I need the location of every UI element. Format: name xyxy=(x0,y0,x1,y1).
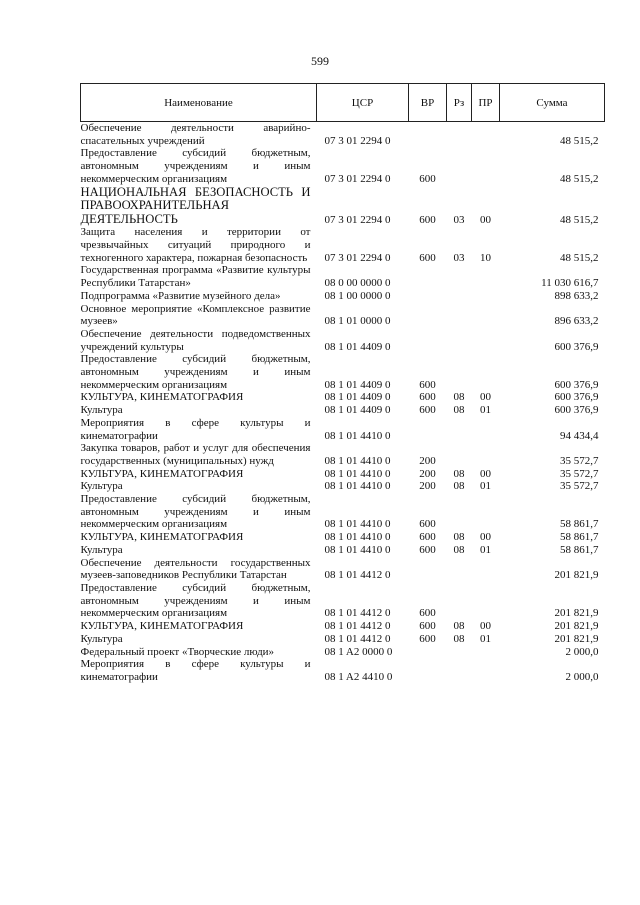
cell-name: КУЛЬТУРА, КИНЕМАТОГРАФИЯ xyxy=(80,531,244,544)
cell-pr: 00 xyxy=(480,620,491,633)
cell-rz: 08 xyxy=(453,543,465,556)
cell-name: Подпрограмма «Развитие музейного дела» xyxy=(80,289,281,302)
cell-vr: 600 xyxy=(419,378,436,391)
cell-csr: 08 1 01 4410 0 xyxy=(324,429,391,442)
table-row xyxy=(81,531,605,544)
cell-sum: 600 376,9 xyxy=(554,391,599,404)
cell-sum: 600 376,9 xyxy=(554,378,599,391)
cell-rz xyxy=(447,417,472,442)
cell-csr: 08 1 01 4410 0 xyxy=(324,518,391,531)
cell-pr xyxy=(472,582,500,620)
cell-sum: 35 572,7 xyxy=(560,480,599,493)
cell-vr xyxy=(409,122,447,148)
header-csr: ЦСР xyxy=(317,84,409,122)
cell-pr xyxy=(472,122,500,148)
table-row xyxy=(81,480,605,493)
table-row xyxy=(81,290,605,303)
cell-pr: 01 xyxy=(480,632,491,645)
cell-pr xyxy=(472,290,500,303)
cell-name: Предоставление субсидий бюджетным, автономным учреждениям и иным некоммерческим организациям xyxy=(80,581,311,620)
cell-name: Культура xyxy=(80,632,123,645)
cell-sum: 2 000,0 xyxy=(565,645,599,658)
cell-name: КУЛЬТУРА, КИНЕМАТОГРАФИЯ xyxy=(80,467,244,480)
cell-vr: 600 xyxy=(419,251,436,264)
cell-pr xyxy=(472,658,500,683)
cell-csr: 08 1 00 0000 0 xyxy=(324,289,391,302)
cell-pr xyxy=(472,353,500,391)
cell-csr: 08 1 A2 4410 0 xyxy=(324,670,393,683)
cell-rz xyxy=(447,582,472,620)
cell-rz xyxy=(447,557,472,582)
cell-pr: 01 xyxy=(480,480,491,493)
cell-name: Защита населения и территории от чрезвычайных ситуаций природного и техногенного характера, пожарная безопасность xyxy=(80,226,311,264)
cell-name: Обеспечение деятельности подведомственных учреждений культуры xyxy=(80,327,311,353)
cell-csr: 08 1 01 4412 0 xyxy=(324,607,391,620)
table-row xyxy=(81,122,605,148)
cell-name: Мероприятия в сфере культуры и кинематографии xyxy=(80,658,311,683)
cell-sum: 94 434,4 xyxy=(560,429,599,442)
cell-csr: 08 1 01 4409 0 xyxy=(324,378,391,391)
cell-rz: 08 xyxy=(453,632,465,645)
table-row xyxy=(81,303,605,328)
table-row xyxy=(81,147,605,185)
cell-vr: 600 xyxy=(419,172,436,185)
cell-csr: 08 1 01 4410 0 xyxy=(324,454,391,467)
cell-sum: 35 572,7 xyxy=(560,454,599,467)
cell-sum: 11 030 616,7 xyxy=(541,277,599,290)
cell-sum: 35 572,7 xyxy=(560,467,599,480)
cell-sum: 48 515,2 xyxy=(560,213,599,226)
header-sum: Сумма xyxy=(500,84,605,122)
cell-sum: 600 376,9 xyxy=(554,404,599,417)
table-row xyxy=(81,442,605,467)
cell-pr xyxy=(472,493,500,531)
cell-vr: 600 xyxy=(419,391,436,404)
header-name: Наименование xyxy=(81,84,317,122)
cell-pr xyxy=(472,417,500,442)
table-row xyxy=(81,226,605,264)
cell-rz: 08 xyxy=(453,531,465,544)
cell-csr: 08 0 00 0000 0 xyxy=(324,277,391,290)
cell-vr: 600 xyxy=(419,607,436,620)
cell-vr: 200 xyxy=(419,480,436,493)
table-header-row xyxy=(81,84,605,122)
table-row xyxy=(81,353,605,391)
cell-vr xyxy=(409,328,447,353)
cell-name: Обеспечение деятельности аварийно-спасательных учреждений xyxy=(80,122,311,147)
cell-name: Культура xyxy=(80,543,123,556)
table-row xyxy=(81,186,605,227)
page-number: 599 xyxy=(311,54,329,68)
cell-rz xyxy=(447,264,472,289)
cell-rz: 08 xyxy=(453,620,465,633)
cell-name: Федеральный проект «Творческие люди» xyxy=(80,645,275,658)
cell-rz xyxy=(447,442,472,467)
cell-sum: 896 633,2 xyxy=(554,315,599,328)
table-row xyxy=(81,404,605,417)
cell-pr xyxy=(472,328,500,353)
cell-name: Культура xyxy=(80,404,123,417)
cell-csr: 08 1 01 4409 0 xyxy=(324,404,391,417)
cell-pr: 01 xyxy=(480,404,491,417)
cell-rz: 03 xyxy=(453,213,465,226)
cell-sum: 48 515,2 xyxy=(560,172,599,185)
cell-vr: 600 xyxy=(419,404,436,417)
table-row xyxy=(81,646,605,659)
table-row xyxy=(81,582,605,620)
table-row xyxy=(81,658,605,683)
cell-rz xyxy=(447,646,472,659)
table-row xyxy=(81,468,605,481)
cell-vr: 600 xyxy=(419,531,436,544)
cell-name: КУЛЬТУРА, КИНЕМАТОГРАФИЯ xyxy=(80,391,244,404)
cell-vr: 600 xyxy=(419,620,436,633)
cell-csr: 07 3 01 2294 0 xyxy=(324,251,391,264)
cell-pr xyxy=(472,442,500,467)
cell-rz xyxy=(447,493,472,531)
table-body xyxy=(81,122,605,684)
cell-name: Культура xyxy=(80,480,123,493)
cell-pr xyxy=(472,646,500,659)
cell-csr: 07 3 01 2294 0 xyxy=(324,172,391,185)
cell-rz xyxy=(447,328,472,353)
header-pr: ПР xyxy=(472,84,500,122)
cell-pr: 00 xyxy=(480,531,491,544)
header-vr: ВР xyxy=(409,84,447,122)
cell-name: Предоставление субсидий бюджетным, автономным учреждениям и иным некоммерческим организациям xyxy=(80,493,311,531)
cell-sum: 48 515,2 xyxy=(560,134,599,147)
cell-vr: 600 xyxy=(419,213,436,226)
cell-name: Обеспечение деятельности государственных музеев-заповедников Республики Татарстан xyxy=(80,556,311,582)
cell-rz xyxy=(447,353,472,391)
cell-pr: 01 xyxy=(480,543,491,556)
cell-sum: 600 376,9 xyxy=(554,340,599,353)
cell-vr xyxy=(409,646,447,659)
cell-rz: 08 xyxy=(453,480,465,493)
cell-sum: 58 861,7 xyxy=(560,518,599,531)
table-row xyxy=(81,557,605,582)
cell-csr: 08 1 01 0000 0 xyxy=(324,315,391,328)
cell-name: Основное мероприятие «Комплексное развитие музеев» xyxy=(80,302,311,328)
cell-name: НАЦИОНАЛЬНАЯ БЕЗОПАСНОСТЬ И ПРАВООХРАНИТЕЛЬНАЯ ДЕЯТЕЛЬНОСТЬ xyxy=(80,184,311,226)
cell-csr: 08 1 01 4410 0 xyxy=(324,467,391,480)
table-row xyxy=(81,493,605,531)
cell-sum: 898 633,2 xyxy=(554,289,599,302)
cell-vr: 600 xyxy=(419,518,436,531)
cell-rz xyxy=(447,303,472,328)
cell-csr: 08 1 01 4409 0 xyxy=(324,391,391,404)
cell-vr xyxy=(409,557,447,582)
cell-csr: 07 3 01 2294 0 xyxy=(324,134,391,147)
cell-vr xyxy=(409,303,447,328)
cell-vr xyxy=(409,264,447,289)
cell-pr: 00 xyxy=(480,391,491,404)
cell-rz: 03 xyxy=(453,251,465,264)
cell-name: Предоставление субсидий бюджетным, автономным учреждениям и иным некоммерческим организациям xyxy=(80,147,311,185)
cell-sum: 201 821,9 xyxy=(554,620,599,633)
cell-csr: 08 1 01 4409 0 xyxy=(324,340,391,353)
cell-pr: 10 xyxy=(480,251,491,264)
cell-sum: 48 515,2 xyxy=(560,251,599,264)
cell-vr xyxy=(409,290,447,303)
table-row xyxy=(81,391,605,404)
cell-sum: 2 000,0 xyxy=(565,670,599,683)
cell-pr xyxy=(472,264,500,289)
cell-pr xyxy=(472,557,500,582)
cell-rz xyxy=(447,122,472,148)
cell-rz: 08 xyxy=(453,467,465,480)
cell-rz xyxy=(447,290,472,303)
cell-csr: 08 1 01 4412 0 xyxy=(324,620,391,633)
cell-sum: 58 861,7 xyxy=(560,543,599,556)
cell-csr: 08 1 01 4410 0 xyxy=(324,543,391,556)
cell-pr xyxy=(472,147,500,185)
cell-csr: 07 3 01 2294 0 xyxy=(324,213,391,226)
cell-csr: 08 1 01 4412 0 xyxy=(324,632,391,645)
cell-vr: 600 xyxy=(419,632,436,645)
cell-vr: 200 xyxy=(419,454,436,467)
cell-csr: 08 1 01 4410 0 xyxy=(324,531,391,544)
cell-pr: 00 xyxy=(480,467,491,480)
cell-vr: 600 xyxy=(419,543,436,556)
budget-table xyxy=(80,83,605,684)
cell-name: Государственная программа «Развитие культуры Республики Татарстан» xyxy=(80,264,311,290)
cell-pr xyxy=(472,303,500,328)
cell-sum: 58 861,7 xyxy=(560,531,599,544)
cell-rz: 08 xyxy=(453,391,465,404)
cell-sum: 201 821,9 xyxy=(554,632,599,645)
cell-pr: 00 xyxy=(480,213,491,226)
cell-vr xyxy=(409,417,447,442)
table-row xyxy=(81,417,605,442)
cell-name: Предоставление субсидий бюджетным, автономным учреждениям и иным некоммерческим организациям xyxy=(80,353,311,391)
table-row xyxy=(81,544,605,557)
cell-sum: 201 821,9 xyxy=(554,569,599,582)
header-rz: Рз xyxy=(447,84,472,122)
table-row xyxy=(81,620,605,633)
cell-csr: 08 1 A2 0000 0 xyxy=(324,645,393,658)
cell-rz: 08 xyxy=(453,404,465,417)
cell-name: Мероприятия в сфере культуры и кинематографии xyxy=(80,416,311,442)
cell-csr: 08 1 01 4410 0 xyxy=(324,480,391,493)
cell-csr: 08 1 01 4412 0 xyxy=(324,569,391,582)
cell-rz xyxy=(447,147,472,185)
cell-sum: 201 821,9 xyxy=(554,607,599,620)
table-row xyxy=(81,633,605,646)
cell-name: Закупка товаров, работ и услуг для обеспечения государственных (муниципальных) нужд xyxy=(80,442,311,467)
cell-vr xyxy=(409,658,447,683)
table-row xyxy=(81,264,605,289)
cell-vr: 200 xyxy=(419,467,436,480)
cell-rz xyxy=(447,658,472,683)
cell-name: КУЛЬТУРА, КИНЕМАТОГРАФИЯ xyxy=(80,620,244,633)
table-row xyxy=(81,328,605,353)
